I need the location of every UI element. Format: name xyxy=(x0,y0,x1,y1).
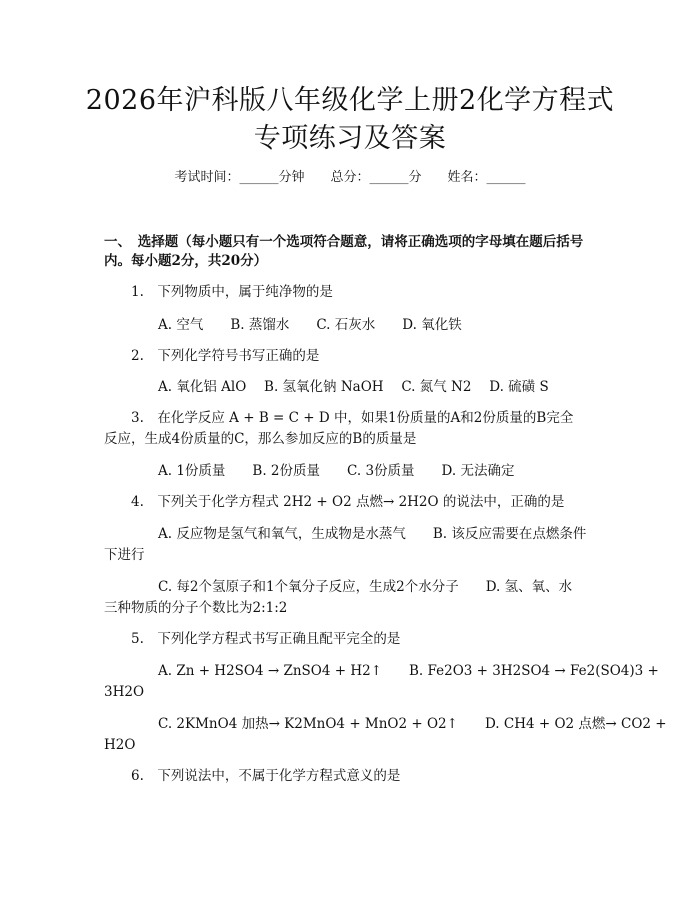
section-heading-line-2: 内。每小题2分，共20分） xyxy=(104,253,268,269)
question-4-options-ab-line-1: A. 反应物是氢气和氧气，生成物是水蒸气 B. 该反应需要在点燃条件 xyxy=(158,526,587,542)
question-4-options-cd-line-1: C. 每2个氢原子和1个氧分子反应，生成2个水分子 D. 氢、氧、水 xyxy=(158,579,573,595)
question-3-text-line-2: 反应，生成4份质量的C，那么参加反应的B的质量是 xyxy=(104,431,417,447)
question-5-options-ab-line-2: 3H2O xyxy=(104,684,145,700)
question-6-text: 6. 下列说法中，不属于化学方程式意义的是 xyxy=(131,768,401,784)
question-4-options-ab-line-2: 下进行 xyxy=(104,547,145,563)
question-5-options-cd-line-1: C. 2KMnO4 加热→ K2MnO4 + MnO2 + O2↑ D. CH4 + O2 点燃→ CO2 + xyxy=(158,716,667,732)
question-4-text: 4. 下列关于化学方程式 2H2 + O2 点燃→ 2H2O 的说法中，正确的是 xyxy=(131,494,565,510)
question-1-text: 1. 下列物质中，属于纯净物的是 xyxy=(131,284,333,300)
question-1-options: A. 空气 B. 蒸馏水 C. 石灰水 D. 氧化铁 xyxy=(158,317,462,333)
document-title-line-2: 专项练习及答案 xyxy=(253,123,447,154)
question-2-options: A. 氧化铝 AlO B. 氢氧化钠 NaOH C. 氮气 N2 D. 硫磺 S xyxy=(158,379,549,395)
question-3-options: A. 1份质量 B. 2份质量 C. 3份质量 D. 无法确定 xyxy=(158,463,515,479)
question-5-options-ab-line-1: A. Zn + H2SO4 → ZnSO4 + H2↑ B. Fe2O3 + 3H2SO4 → Fe2(SO4)3 + xyxy=(158,663,659,679)
question-4-options-cd-line-2: 三种物质的分子个数比为2:1:2 xyxy=(104,600,288,616)
exam-info-line: 考试时间：______分钟 总分：______分 姓名：______ xyxy=(174,170,526,185)
question-5-text: 5. 下列化学方程式书写正确且配平完全的是 xyxy=(131,631,401,647)
question-5-options-cd-line-2: H2O xyxy=(104,737,136,753)
question-3-text-line-1: 3. 在化学反应 A + B = C + D 中，如果1份质量的A和2份质量的B完全 xyxy=(131,410,574,426)
question-2-text: 2. 下列化学符号书写正确的是 xyxy=(131,348,320,364)
section-heading-line-1: 一、 选择题（每小题只有一个选项符合题意，请将正确选项的字母填在题后括号 xyxy=(104,234,584,250)
document-title-line-1: 2026年沪科版八年级化学上册2化学方程式 xyxy=(85,85,615,116)
